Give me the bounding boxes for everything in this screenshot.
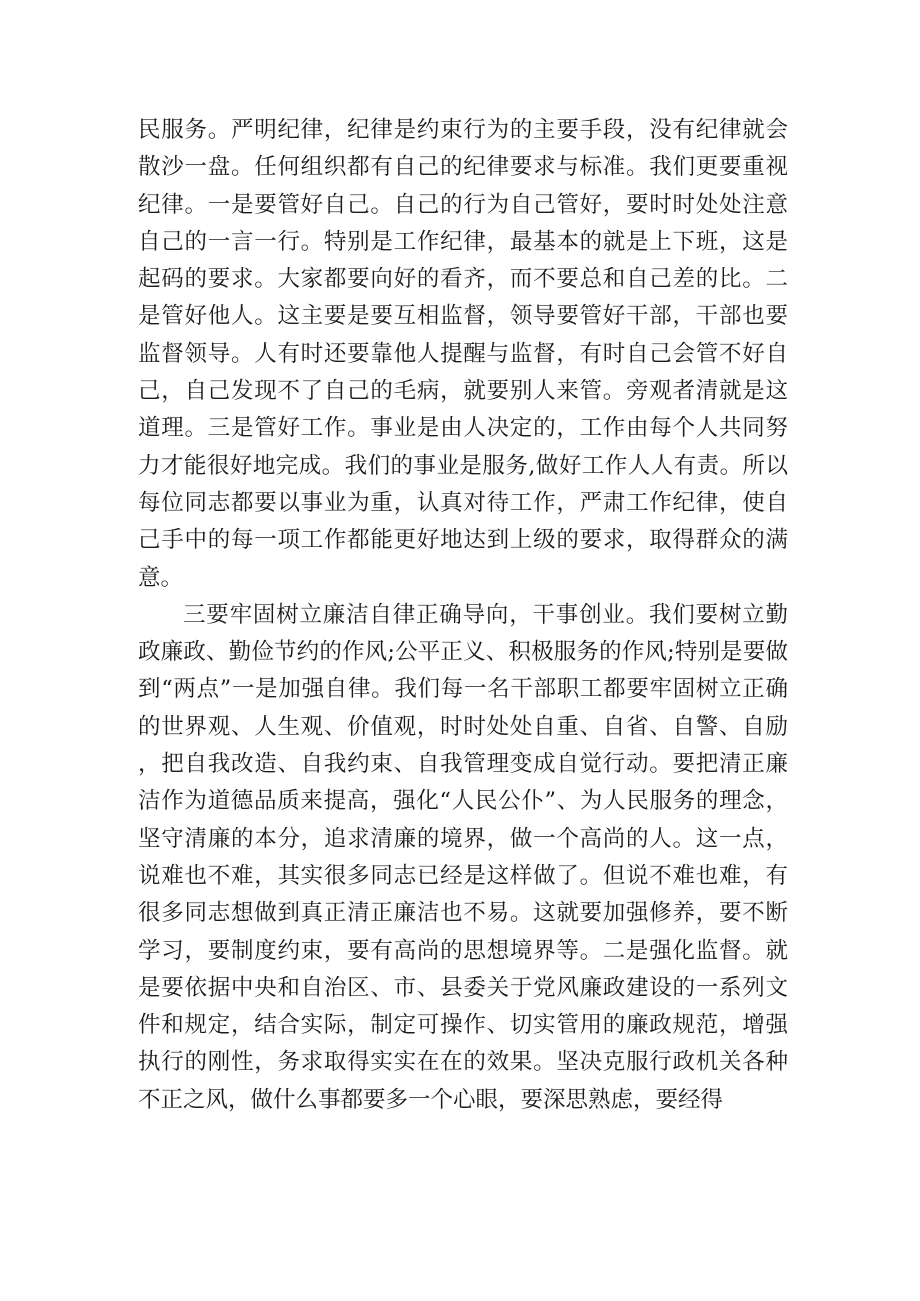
body-text	[138, 112, 788, 1119]
paragraph-integrity: 三要牢固树立廉洁自律正确导向，干事创业。我们要树立勤政廉政、勤俭节约的作风;公平正义、积极服务的作风;特别是要做到“两点”一是加强自律。我们每一名干部职工都要牢固树立正确的世界观、人生观、价值观，时时处处自重、自省、自警、自励，把自我改造、自我约束、自我管理变成自觉行动。要把清正廉洁作为道德品质来提高，强化“人民公仆”、为人民服务的理念，坚守清廉的本分，追求清廉的境界，做一个高尚的人。这一点，说难也不难，其实很多同志已经是这样做了。但说不难也难，有很多同志想做到真正清正廉洁也不易。这就要加强修养，要不断学习，要制度约束，要有高尚的思想境界等。二是强化监督。就是要依据中央和自治区、市、县委关于党风廉政建设的一系列文件和规定，结合实际，制定可操作、切实管用的廉政规范，增强执行的刚性，务求取得实实在在的效果。坚决克服行政机关各种不正之风，做什么事都要多一个心眼，要深思熟虑，要经得	[138, 601, 788, 1113]
paragraph-discipline: 民服务。严明纪律，纪律是约束行为的主要手段，没有纪律就会散沙一盘。任何组织都有自己的纪律要求与标准。我们更要重视纪律。一是要管好自己。自己的行为自己管好，要时时处处注意自己的一言一行。特别是工作纪律，最基本的就是上下班，这是起码的要求。大家都要向好的看齐，而不要总和自己差的比。二是管好他人。这主要是要互相监督，领导要管好干部，干部也要监督领导。人有时还要靠他人提醒与监督，有时自己会管不好自己，自己发现不了自己的毛病，就要别人来管。旁观者清就是这道理。三是管好工作。事业是由人决定的，工作由每个人共同努力才能很好地完成。我们的事业是服务,做好工作人人有责。所以每位同志都要以事业为重，认真对待工作，严肃工作纪律，使自己手中的每一项工作都能更好地达到上级的要求，取得群众的满意。	[138, 117, 788, 591]
